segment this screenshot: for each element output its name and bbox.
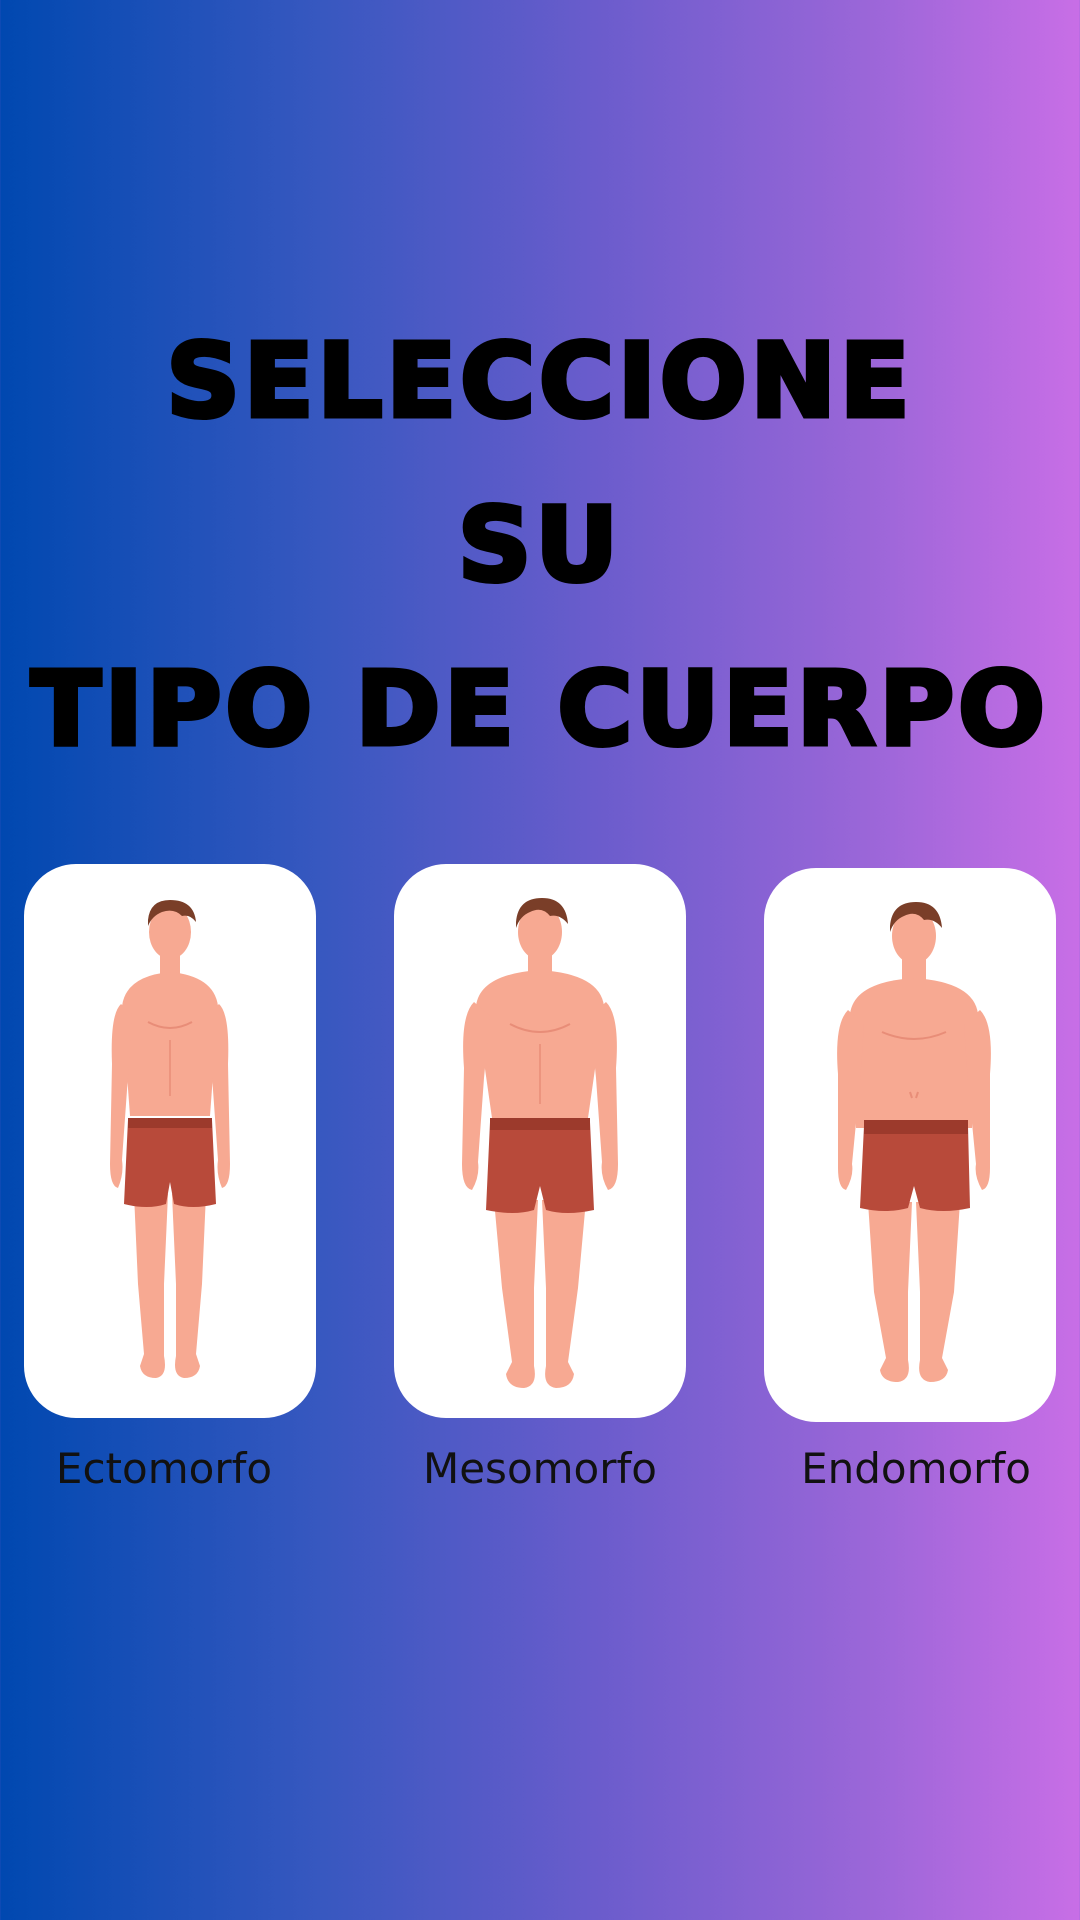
mesomorph-figure-icon bbox=[394, 864, 686, 1418]
label-endomorfo[interactable]: Endomorfo bbox=[801, 1444, 1031, 1493]
endomorph-figure-icon bbox=[764, 868, 1056, 1422]
body-type-card-endomorfo[interactable] bbox=[764, 868, 1056, 1422]
body-type-card-mesomorfo[interactable] bbox=[394, 864, 686, 1418]
title-line-1: SELECCIONE bbox=[166, 322, 914, 441]
label-ectomorfo[interactable]: Ectomorfo bbox=[55, 1444, 273, 1493]
title-line-3: TIPO DE CUERPO bbox=[31, 650, 1049, 769]
label-mesomorfo[interactable]: Mesomorfo bbox=[422, 1444, 657, 1493]
page-title bbox=[0, 300, 1080, 792]
title-line-2: SU bbox=[457, 486, 623, 605]
ectomorph-figure-icon bbox=[24, 864, 316, 1418]
body-type-card-ectomorfo[interactable] bbox=[24, 864, 316, 1418]
